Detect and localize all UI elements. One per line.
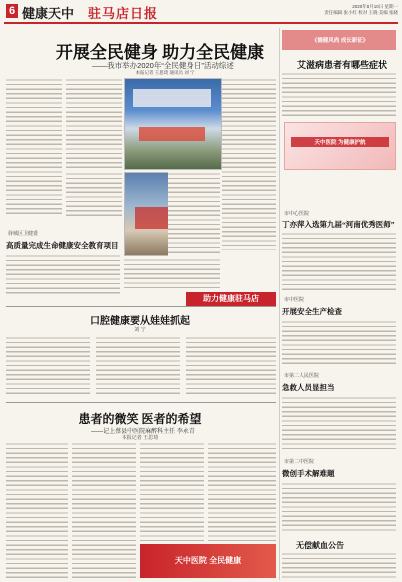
- right-card-text: 天中医院 为健康护航: [314, 140, 366, 146]
- lead-byline: 本报记者 王思琦 通讯员 刘 宁: [135, 70, 195, 75]
- bottom-ad-text: 天中医院 全民健康: [174, 556, 242, 565]
- story6-title: 微创手术解难题: [282, 469, 335, 478]
- section-title: 健康天中: [22, 6, 75, 21]
- lead-title: 开展全民健身 助力全民健康: [55, 43, 265, 62]
- story7-title: 患者的微笑 医者的希望: [78, 412, 202, 426]
- lead-text-col2b: [66, 172, 122, 216]
- bottom-ad: [140, 544, 276, 578]
- aids-text: [282, 72, 396, 118]
- story7-col1: [6, 442, 68, 578]
- story1-text: [282, 232, 396, 290]
- lead-subtitle: ——我市举办2020年“全民健身日”活动综述: [92, 61, 234, 70]
- header-rule: [4, 22, 398, 24]
- mid-banner: [186, 292, 276, 306]
- lead-text-under-photo: [168, 172, 220, 256]
- story7-byline: 本报记者 王思琦: [121, 435, 159, 441]
- story3-text: [282, 320, 396, 366]
- story7-subtitle: ——记上蔡县中医院麻醉科主任 李永青: [91, 429, 195, 435]
- story2-tag: 驿城区卫健委: [8, 231, 39, 237]
- story4-text: [282, 396, 396, 452]
- right-banner: [282, 30, 396, 50]
- story3-title: 开展安全生产检查: [282, 307, 342, 316]
- lead-text-col2: [66, 78, 122, 170]
- story2-title: 高质量完成生命健康安全教育项目: [6, 241, 119, 250]
- story3-tag: 市中医院: [284, 297, 305, 303]
- page-number: 6: [6, 4, 18, 18]
- mid-banner-text: 助力健康驻马店: [203, 294, 259, 303]
- right-banner-label: 《德健风尚 成长新征》: [311, 38, 369, 44]
- aids-title: 艾滋病患者有哪些症状: [296, 60, 387, 70]
- story5-col2: [96, 336, 180, 396]
- story7-col2: [72, 442, 136, 578]
- column-divider: [279, 28, 280, 580]
- story1-tag: 市中心医院: [284, 211, 310, 217]
- story7-col4: [208, 442, 276, 542]
- lead-text-col3: [222, 78, 276, 250]
- story5-title: 口腔健康要从娃娃抓起: [90, 316, 190, 327]
- story2-text-b: [124, 258, 220, 290]
- lead-photo-stage: [124, 78, 222, 170]
- story5-col3: [186, 336, 276, 396]
- header-info: 2020年8月10日 星期一 责任编辑 张小红 校对 王晓 美编 张晓: [324, 4, 398, 15]
- story4-tag: 市第二人民医院: [284, 373, 320, 379]
- story6-tag: 市第二中医院: [284, 459, 315, 465]
- story8-title: 无偿献血公告: [296, 541, 344, 550]
- right-card: [284, 122, 396, 170]
- story7-col3: [140, 442, 204, 542]
- story1-title: 丁亦萍入选第九届“河南优秀医师”: [282, 220, 395, 229]
- page-header: [0, 0, 402, 24]
- divider-mid: [6, 306, 276, 307]
- story8-text: [282, 552, 396, 578]
- newspaper-name: 驻马店日报: [88, 6, 159, 21]
- story6-text: [282, 482, 396, 534]
- story5-byline: 刘 宁: [134, 327, 146, 333]
- story2-text: [6, 254, 120, 294]
- lead-text-col1: [6, 78, 62, 216]
- story4-title: 急救人员显担当: [282, 383, 335, 392]
- story5-col1: [6, 336, 90, 396]
- divider-lower: [6, 402, 276, 403]
